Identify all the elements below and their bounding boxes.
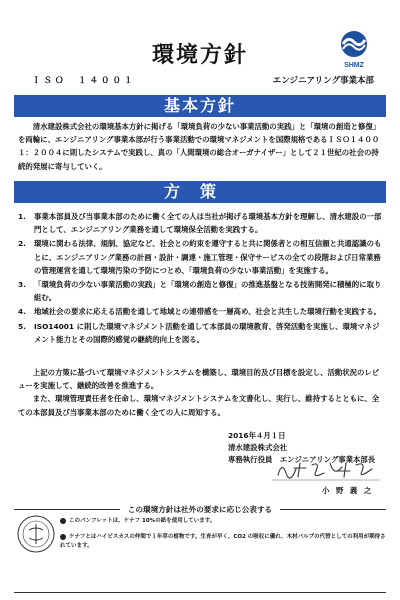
kenaf-paper-seal-icon [16,514,56,554]
department-label: エンジニアリング事業本部 [272,76,374,86]
policy-text: 「環境負荷の少ない事業活動の実践」と「環境の創造と修復」の推進基盤となる技術開発に積極的に取り組む。 [34,280,382,303]
signature-company: 清水建設株式会社 [228,443,288,452]
signatory-name: 小 野 義 之 [322,486,374,495]
policy-text: 環境に関わる法律、規制、協定など、社会との約束を遵守すると共に関係者との相互信頼と共通認識のもとに、エンジニアリング業務の計画・設計・調達・施工管理・保守サービスの全ての段階および日常業務の管理運営を通して環境汚染の予防につとめ、「環境負荷の少ない事業活動」を実施する。 [34,239,382,275]
policy-number: 5. [18,321,26,331]
eco-note [60,517,386,526]
policy-number: 3. [18,280,26,290]
handwritten-signature-icon [272,457,382,483]
basic-policy-heading: 基本方針 [14,95,386,117]
document-title: 環境方針 [151,43,248,68]
public-disclosure-note [0,504,400,515]
bullet-icon [60,534,66,540]
basic-policy-text: 清水建設株式会社の環境基本方針に掲げる「環境負荷の少ない事業活動の実践」と「環境の創造と修復」を両輪に、エンジニアリング事業本部が行う事業活動での環境マネジメントを国際規格であるＩＳＯ１４００１：２００４に則したシステムで実践し、真の「人間環境の総合オーガナイザー」として２１世紀の社会の持続的発展に寄与していく。 [18,122,381,171]
policy-number: 1. [18,212,26,221]
policy-item [18,278,382,304]
signature-date: 2016年４月１日 [228,431,286,440]
eco-note [60,533,386,551]
policy-number: 2. [18,239,26,249]
policy-item [18,210,382,236]
policy-text: ISO14001 に則した環境マネジメント活動を通して本部員の環境教育、啓発活動を実施し、環境マネジメント能力とその国際的感覚の継続的向上を図る。 [34,321,380,344]
bottom-border [14,592,386,593]
eco-note-text: ケナフとはハイビスカスの仲間で１年草の植物です。生育が早く、CO2 の吸収に優れ、木材パルプの代替としての利用が期待されています。 [60,534,386,549]
policy-item [18,320,382,346]
company-logo-text: SHMZ [344,62,364,69]
policy-item [18,237,382,277]
policy-measures-heading: 方策 [14,181,386,203]
closing-paragraph: 上記の方策に基づいて環境マネジメントシステムを構築し、環境目的及び目標を設定し、活動状況のレビューを実施して、継続的改善を推進する。 [18,368,380,391]
policy-text: 地域社会の要求に応える活動を通して地域との連帯感を一層高め、社会と共生した環境行動を実践する。 [34,307,382,317]
closing-paragraph: また、環境管理責任者を任命し、環境マネジメントシステムを文書化し、実行し、維持するとともに、全ての本部員及び当事業本部のために働く全ての人に周知する。 [18,394,380,417]
bullet-icon [60,518,66,524]
policy-list [18,210,382,347]
policy-text: 事業本部員及び当事業本部のために働く全ての人は当社が掲げる環境基本方針を理解し、清水建設の一部門として、エンジニアリング業務を通して環境保全活動を実践する。 [34,212,382,235]
public-disclosure-text: この環境方針は社外の要求に応じ公表する [120,505,280,514]
closing-statement [18,366,382,419]
eco-note-text: このパンフレットは、ケナフ 10%の紙を使用しています。 [69,518,216,524]
signature-title: 専務執行役員 エンジニアリング事業本部長 [228,455,376,464]
policy-item [18,305,382,318]
iso-standard-label: ＩＳＯ １４００１ [32,76,136,86]
policy-number: 4. [18,307,26,317]
